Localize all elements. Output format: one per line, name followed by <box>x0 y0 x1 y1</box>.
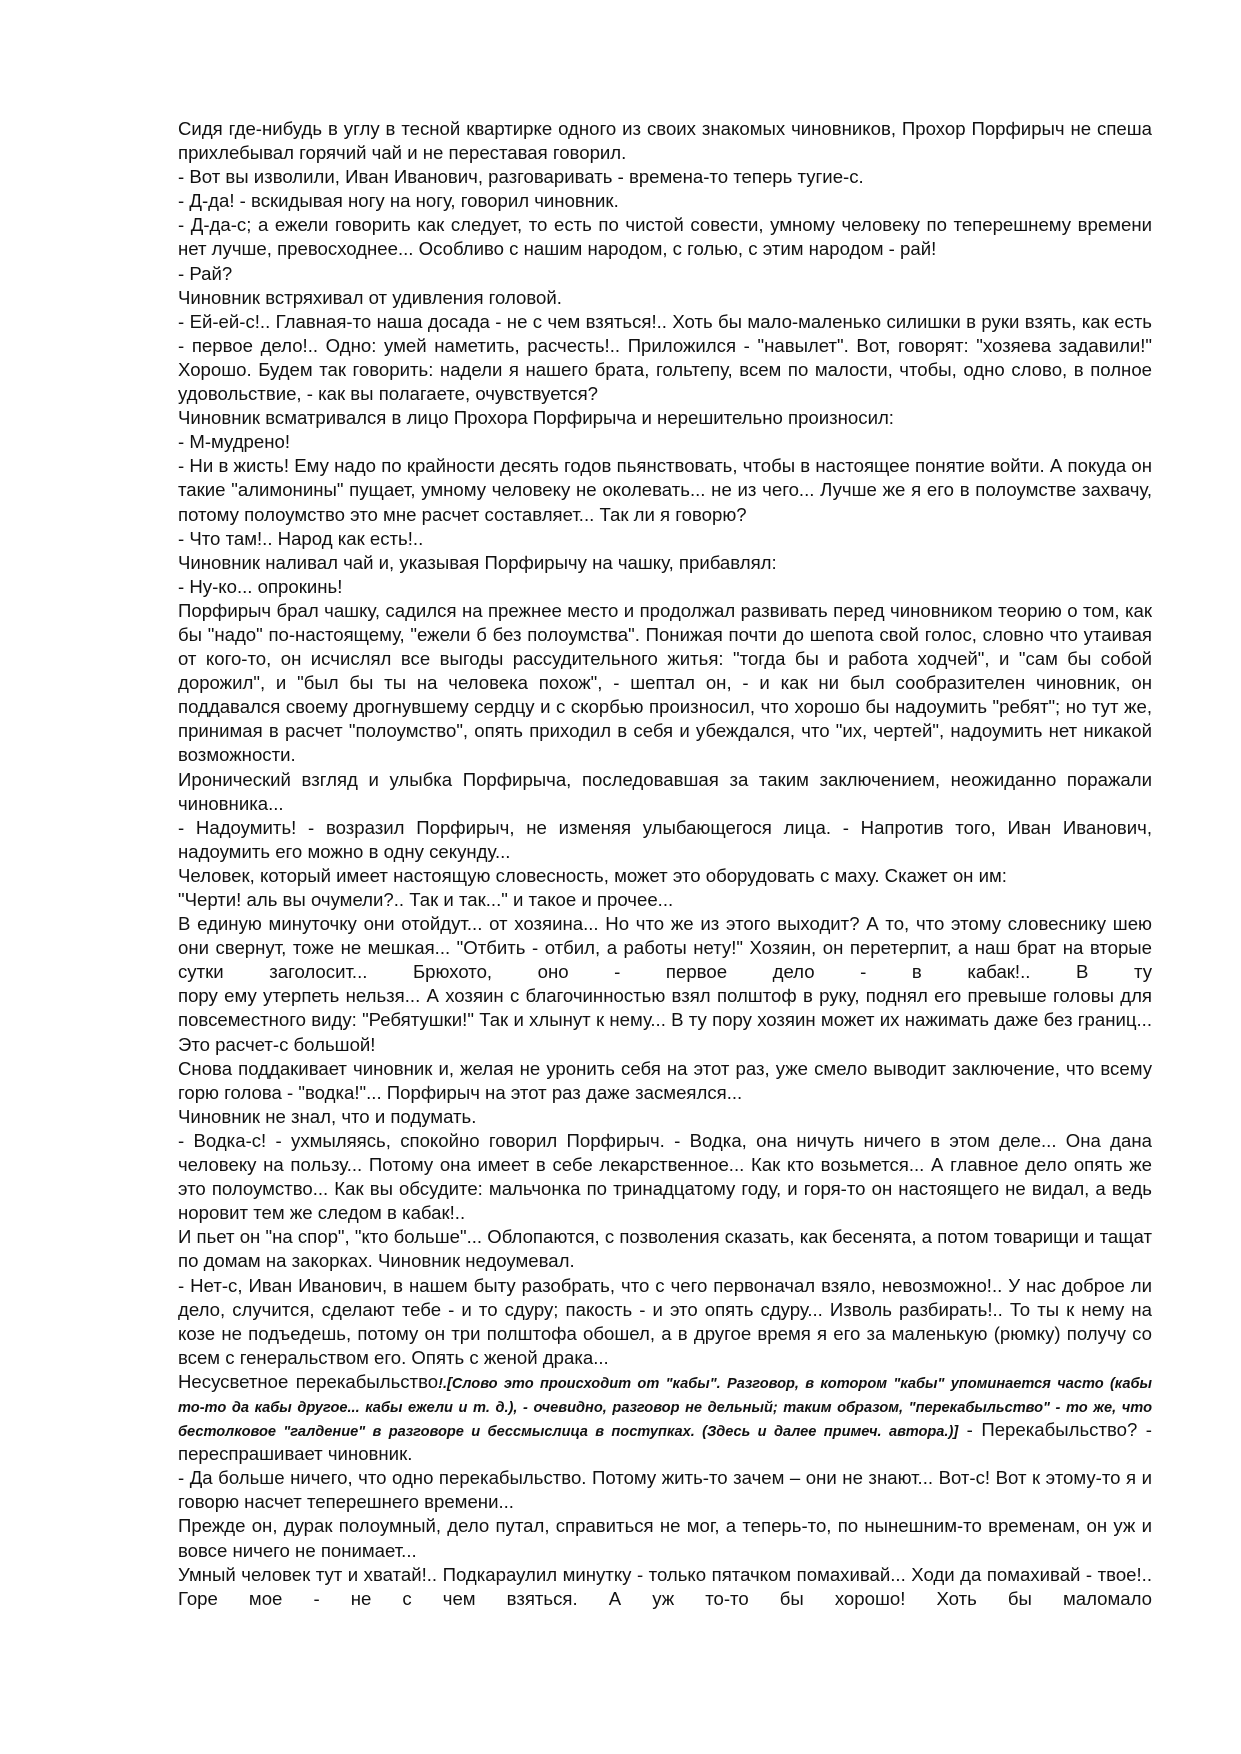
paragraph: пору ему утерпеть нельзя... А хозяин с благочинностью взял полштоф в руку, поднял его превыше головы для повсеместного виду: "Ребятушки!" Так и хлынут к нему... В ту пору хозяин может их нажимать даже без границ... Это расчет-с большой! <box>178 985 1152 1055</box>
paragraph: - Водка-с! - ухмыляясь, спокойно говорил Порфирыч. - Водка, она ничуть ничего в этом деле... Она дана человеку на пользу... Потому она имеет в себе лекарственное... Как кто возьмется... А главное дело опять же это полоумство... Как вы обсудите: мальчонка по тринадцатому году, и горя-то он настоящего не видал, а ведь норовит тем же следом в кабак!.. <box>178 1129 1152 1224</box>
paragraph: - Ей-ей-с!.. Главная-то наша досада - не с чем взяться!.. Хоть бы мало-маленько силишки в руки взять, как есть - первое дело!.. Одно: умей наметить, расчесть!.. Приложился - "навылет". Вот, говорят: "хозяева задавили!" Хорошо. Будем так говорить: надели я нашего брата, гольтепу, всем по малости, чтобы, одно слово, в полное удовольствие, - как вы полагаете, очувствуется? <box>178 310 1152 405</box>
document-page <box>178 117 1152 1611</box>
paragraph: - Д-да-с; а ежели говорить как следует, то есть по чистой совести, умному человеку по теперешнему времени нет лучше, превосходнее... Особливо с нашим народом, с голью, с этим народом - рай! <box>178 214 1152 260</box>
footnote-paragraph <box>178 1370 1152 1466</box>
paragraph: "Черти! аль вы очумели?.. Так и так..." и такое и прочее... <box>178 889 674 910</box>
paragraph: Сидя где-нибудь в углу в тесной квартирке одного из своих знакомых чиновников, Прохор Порфирыч не спеша прихлебывал горячий чай и не переставая говорил. <box>178 118 1152 164</box>
footnote-tail: - Перекабыльство? - переспрашивает чиновник. <box>178 1419 1152 1465</box>
paragraph: Чиновник наливал чай и, указывая Порфирычу на чашку, прибавлял: <box>178 551 777 573</box>
paragraph: Умный человек тут и хватай!.. Подкараулил минутку - только пятачком помахивай... Ходи да помахивай - твое!.. Горе мое - не с чем взяться. А уж то-то бы хорошо! Хоть бы маломало <box>178 1563 1152 1609</box>
paragraph: Человек, который имеет настоящую словесность, может это оборудовать с маху. Скажет он им: <box>178 864 1007 886</box>
author-footnote: !.[Слово это происходит от "кабы". Разговор, в котором "кабы" упоминается часто (кабы то-то да кабы другое... кабы ежели и т. д.), - очевидно, разговор не дельный; таким образом, "перекабыльство" - то же, что бестолковое "галдение" в разговоре и бессмыслица в поступках. (Здесь и далее примеч. автора.)] <box>178 1375 1152 1441</box>
paragraph: - Надоумить! - возразил Порфирыч, не изменяя улыбающегося лица. - Напротив того, Иван Иванович, надоумить его можно в одну секунду... <box>178 816 1152 862</box>
paragraph: Снова поддакивает чиновник и, желая не уронить себя на этот раз, уже смело выводит заключение, что всему горю голова - "водка!"... Порфирыч на этот раз даже засмеялся... <box>178 1057 1152 1103</box>
paragraph: И пьет он "на спор", "кто больше"... Облопаются, с позволения сказать, как бесенята, а потом товарищи и тащат по домам на закорках. Чиновник недоумевал. <box>178 1226 1152 1272</box>
paragraph: Чиновник встряхивал от удивления головой. <box>178 286 562 308</box>
paragraph: - Ни в жисть! Ему надо по крайности десять годов пьянствовать, чтобы в настоящее понятие войти. А покуда он такие "алимонины" пущает, умному человеку не околевать... не из чего... Лучше же я его в полоумстве захвачу, потому полоумство это мне расчет составляет... Так ли я говорю? <box>178 455 1152 525</box>
paragraph: В единую минуточку они отойдут... от хозяина... Но что же из этого выходит? А то, что этому словеснику шею они свернут, тоже не мешкая... "Отбить - отбил, а работы нету!" Хозяин, он перетерпит, а наш брат на вторые сутки заголосит... Брюхото, оно - первое дело - в кабак!.. В ту <box>178 913 1152 983</box>
paragraph: - Вот вы изволили, Иван Иванович, разговаривать - времена-то теперь тугие-с. <box>178 166 864 188</box>
paragraph: - Рай? <box>178 262 233 284</box>
paragraph: Прежде он, дурак полоумный, дело путал, справиться не мог, а теперь-то, по нынешним-то временам, он уж и вовсе ничего не понимает... <box>178 1515 1152 1561</box>
paragraph: - Что там!.. Народ как есть!.. <box>178 527 424 549</box>
paragraph: Иронический взгляд и улыбка Порфирыча, последовавшая за таким заключением, неожиданно поражали чиновника... <box>178 768 1152 814</box>
paragraph: - Нет-с, Иван Иванович, в нашем быту разобрать, что с чего первоначал взяло, невозможно!.. У нас доброе ли дело, случится, сделают тебе - и то сдуру; пакость - и это опять сдуру... Изволь разбирать!.. То ты к нему на козе не подъедешь, потому он три полштофа обошел, а в другое время я его за маленькую (рюмку) получу со всем с генеральством его. Опять с женой драка... <box>178 1274 1152 1368</box>
paragraph: - Ну-ко... опрокинь! <box>178 575 343 597</box>
paragraph: Чиновник всматривался в лицо Прохора Порфирыча и нерешительно произносил: <box>178 407 894 429</box>
paragraph: - Да больше ничего, что одно перекабыльство. Потому жить-то зачем – они не знают... Вот-с! Вот к этому-то я и говорю насчет теперешнего времени... <box>178 1467 1152 1513</box>
paragraph: - Д-да! - вскидывая ногу на ногу, говорил чиновник. <box>178 190 619 212</box>
paragraph: - М-мудрено! <box>178 431 291 453</box>
paragraph: Порфирыч брал чашку, садился на прежнее место и продолжал развивать перед чиновником теорию о том, как бы "надо" по-настоящему, "ежели б без полоумства". Понижая почти до шепота свой голос, словно что утаивая от кого-то, он исчислял все выгоды рассудительного житья: "тогда бы и работа ходчей", и "сам бы собой дорожил", и "был бы ты на человека похож", - шептал он, - и как ни был сообразителен чиновник, он поддавался своему дрогнувшему сердцу и с скорбью произносил, что хорошо бы надоумить "ребят"; но тут же, принимая в расчет "полоумство", опять приходил в себя и убеждался, что "их, чертей", надоумить нет никакой возможности. <box>178 599 1152 766</box>
paragraph: Чиновник не знал, что и подумать. <box>178 1105 477 1127</box>
footnote-lead: Несусветное перекабыльство <box>178 1370 439 1392</box>
